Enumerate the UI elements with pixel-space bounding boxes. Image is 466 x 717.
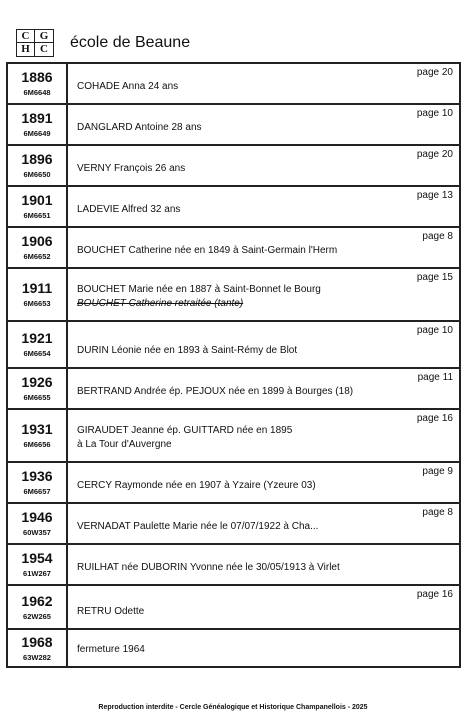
description-line: COHADE Anna 24 ans	[77, 81, 179, 92]
table-row	[8, 228, 459, 269]
logo-letter: C	[17, 30, 35, 43]
archive-reference: 63W282	[23, 652, 51, 662]
archive-reference: 6M6650	[23, 170, 51, 179]
description-cell	[68, 545, 459, 584]
archive-reference: 60W357	[23, 528, 51, 537]
year-cell	[8, 105, 68, 144]
description-cell	[68, 504, 459, 543]
page-reference: page 10	[416, 108, 453, 119]
year: 1946	[21, 509, 53, 525]
description-line: fermeture 1964	[77, 644, 145, 655]
year-cell	[8, 410, 68, 461]
teacher-description	[77, 344, 451, 358]
table-row	[8, 146, 459, 187]
archive-reference: 6M6649	[23, 129, 51, 138]
description-cell	[68, 187, 459, 226]
teacher-description	[77, 283, 451, 311]
year: 1906	[21, 233, 53, 249]
teacher-description	[77, 244, 451, 258]
table-row	[8, 410, 459, 463]
teacher-description	[77, 605, 451, 619]
description-cell	[68, 322, 459, 367]
page-reference: page 15	[416, 272, 453, 283]
year: 1891	[21, 110, 53, 126]
archive-reference: 6M6653	[23, 299, 51, 308]
description-line: VERNADAT Paulette Marie née le 07/07/1922 à Cha...	[77, 521, 319, 532]
year: 1911	[21, 280, 53, 296]
year: 1896	[21, 151, 53, 167]
description-line: LADEVIE Alfred 32 ans	[77, 204, 181, 215]
page-reference: page 10	[416, 325, 453, 336]
footer-copyright: Reproduction interdite - Cercle Généalogique et Historique Champanellois - 2025	[98, 704, 368, 711]
table-row	[8, 269, 459, 322]
header	[16, 29, 190, 57]
description-cell	[68, 369, 459, 408]
year-cell	[8, 322, 68, 367]
page-reference: page 20	[416, 149, 453, 160]
table-row	[8, 545, 459, 586]
year: 1936	[21, 468, 53, 484]
table-row	[8, 369, 459, 410]
archive-reference: 62W265	[23, 611, 51, 621]
teacher-description	[77, 162, 451, 176]
table-row	[8, 105, 459, 146]
description-cell	[68, 463, 459, 502]
year-cell	[8, 64, 68, 103]
table-row	[8, 586, 459, 630]
year: 1886	[21, 69, 53, 85]
archive-reference: 6M6657	[23, 487, 51, 496]
description-line: GIRAUDET Jeanne ép. GUITTARD née en 1895	[77, 425, 293, 436]
year: 1954	[21, 550, 53, 566]
page-reference: page 8	[422, 507, 453, 518]
year-cell	[8, 463, 68, 502]
archive-reference: 6M6652	[23, 252, 51, 261]
table-row	[8, 322, 459, 369]
year: 1931	[21, 421, 53, 437]
year: 1968	[21, 633, 53, 650]
description-cell	[68, 64, 459, 103]
teacher-description	[77, 385, 451, 399]
description-cell	[68, 269, 459, 320]
description-line: à La Tour d'Auvergne	[77, 439, 172, 450]
archive-reference: 6M6654	[23, 349, 51, 358]
description-line: BERTRAND Andrée ép. PEJOUX née en 1899 à Bourges (18)	[77, 386, 354, 397]
teacher-description	[77, 643, 451, 657]
table-row	[8, 64, 459, 105]
table-row	[8, 630, 459, 668]
description-line: RUILHAT née DUBORIN Yvonne née le 30/05/1913 à Virlet	[77, 562, 340, 573]
teachers-table	[6, 62, 461, 668]
archive-reference: 6M6656	[23, 440, 51, 449]
year: 1921	[21, 330, 53, 346]
year-cell	[8, 586, 68, 628]
teacher-description	[77, 479, 451, 493]
table-row	[8, 187, 459, 228]
year: 1926	[21, 374, 53, 390]
year-cell	[8, 545, 68, 584]
teacher-description	[77, 121, 451, 135]
archive-reference: 61W267	[23, 569, 51, 578]
description-cell	[68, 410, 459, 461]
page-reference: page 8	[422, 231, 453, 242]
description-line: CERCY Raymonde née en 1907 à Yzaire (Yzeure 03)	[77, 480, 316, 491]
year: 1962	[21, 592, 53, 609]
description-line: VERNY François 26 ans	[77, 163, 186, 174]
year-cell	[8, 504, 68, 543]
teacher-description	[77, 424, 451, 452]
description-cell	[68, 146, 459, 185]
year-cell	[8, 630, 68, 666]
struck-description-line: BOUCHET Catherine retraitée (tante)	[77, 298, 244, 309]
table-row	[8, 463, 459, 504]
year: 1901	[21, 192, 53, 208]
year-cell	[8, 146, 68, 185]
year-cell	[8, 369, 68, 408]
description-cell	[68, 630, 459, 666]
archive-reference: 6M6651	[23, 211, 51, 220]
year-cell	[8, 187, 68, 226]
page-reference: page 16	[416, 413, 453, 424]
cghc-logo	[16, 29, 54, 57]
description-line: DURIN Léonie née en 1893 à Saint-Rémy de Blot	[77, 345, 298, 356]
description-cell	[68, 105, 459, 144]
page-title: école de Beaune	[70, 34, 191, 51]
archive-reference: 6M6648	[23, 88, 51, 97]
logo-letter: G	[35, 30, 53, 43]
table-row	[8, 504, 459, 545]
page-reference: page 11	[417, 372, 453, 383]
page-reference: page 9	[422, 466, 453, 477]
description-cell	[68, 228, 459, 267]
page-reference: page 16	[416, 589, 453, 600]
description-line: BOUCHET Catherine née en 1849 à Saint-Germain l'Herm	[77, 245, 338, 256]
year-cell	[8, 269, 68, 320]
page-reference: page 13	[416, 190, 453, 201]
description-line: RETRU Odette	[77, 606, 145, 617]
description-line: BOUCHET Marie née en 1887 à Saint-Bonnet le Bourg	[77, 284, 321, 295]
logo-letter: H	[17, 43, 35, 56]
description-cell	[68, 586, 459, 628]
logo-letter: C	[40, 43, 48, 55]
year-cell	[8, 228, 68, 267]
archive-reference: 6M6655	[23, 393, 51, 402]
page-reference: page 20	[416, 67, 453, 78]
teacher-description	[77, 203, 451, 217]
teacher-description	[77, 561, 451, 575]
description-line: DANGLARD Antoine 28 ans	[77, 122, 202, 133]
teacher-description	[77, 80, 451, 94]
teacher-description	[77, 520, 451, 534]
